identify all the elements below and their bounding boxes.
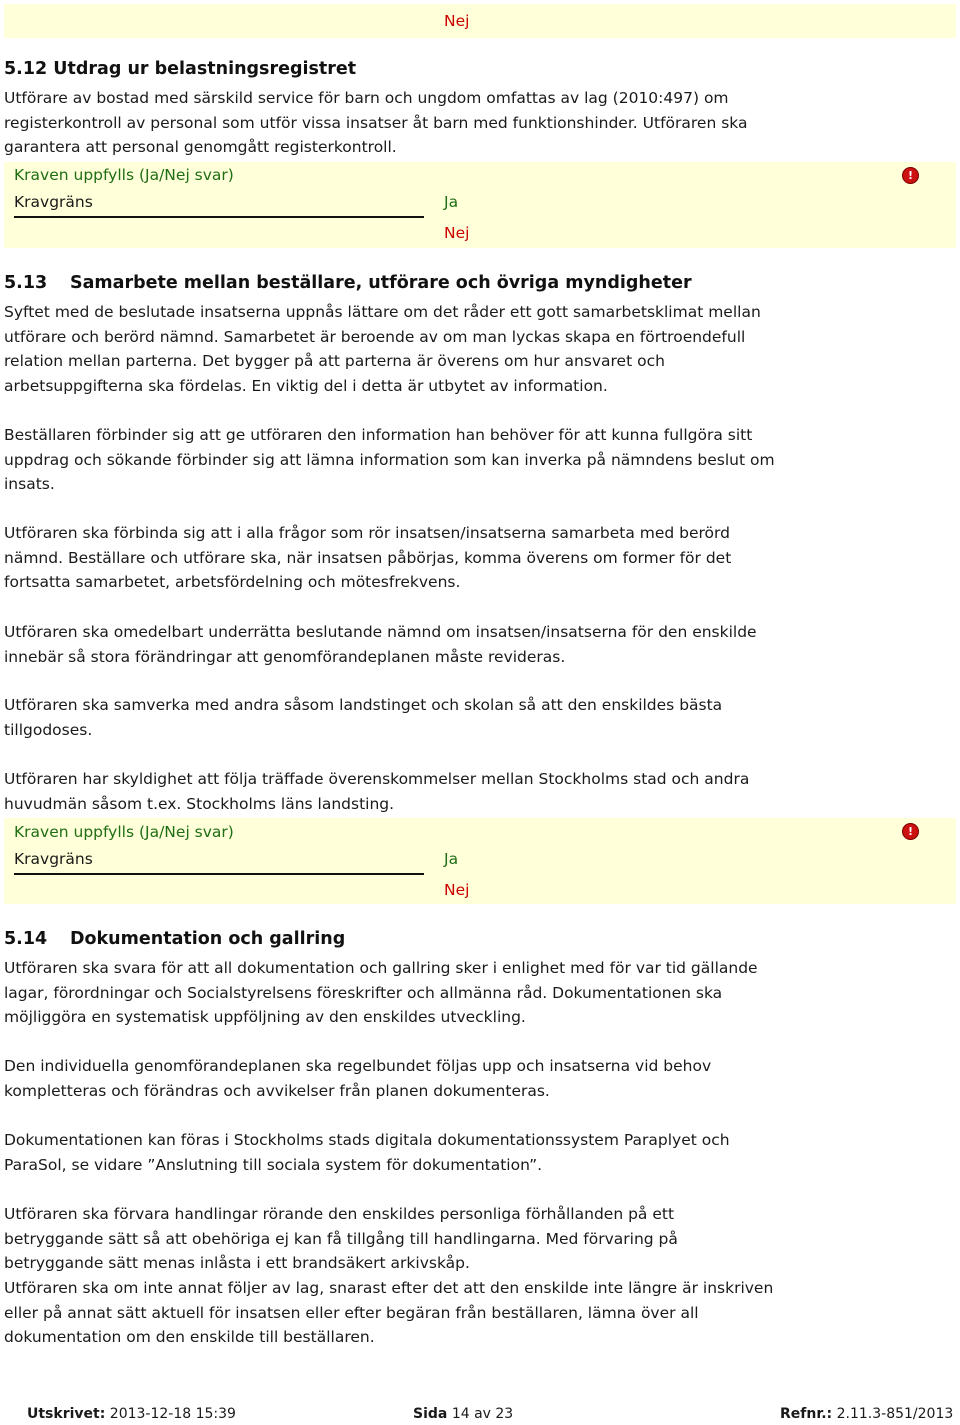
footer-page-value: 14 av 23 (451, 1406, 514, 1422)
section-5-13-requirement-label: Kraven uppfylls (Ja/Nej svar) (14, 823, 234, 841)
section-5-13-paragraph-2: Beställaren förbinder sig att ge utföraren den information han behöver för att kunna fullgöra sitt uppdrag och sökande förbinder sig att lämna information som kan inverka på nämndens beslut om insats. (4, 426, 775, 493)
section-5-13-paragraph-1: Syftet med de beslutade insatserna uppnås lättare om det råder ett gott samarbetsklimat mellan utförare och berörd nämnd. Samarbetet är beroende av om man lyckas skapa en förtroendefull relation mellan parterna. Det bygger på att parterna är överens om hur ansvaret och arbetsuppgifterna ska fördelas. En viktig del i detta är utbytet av information. (4, 303, 761, 395)
section-5-14-paragraph-5: Utföraren ska om inte annat följer av lag, snarast efter det att den enskilde inte längre är inskriven eller på annat sätt aktuell för insatsen eller efter begäran från beställaren, lämna över all dokumentation om den enskilde till beställaren. (4, 1279, 774, 1346)
footer-printed (27, 1406, 236, 1422)
section-5-13-heading (4, 273, 692, 293)
section-5-13-number: 5.13 (4, 273, 48, 293)
section-5-13-paragraph-5: Utföraren ska samverka med andra såsom landstinget och skolan så att den enskildes bästa tillgodoses. (4, 696, 723, 739)
warning-icon: ! (902, 823, 919, 840)
warning-icon: ! (902, 167, 919, 184)
section-5-14-heading (4, 929, 345, 949)
footer-ref (780, 1406, 953, 1422)
section-5-12-kravgrans-label: Kravgräns (14, 193, 93, 211)
section-5-13-answer-no[interactable]: Nej (444, 881, 470, 899)
footer-printed-label: Utskrivet: (27, 1406, 106, 1422)
section-5-13-title: Samarbete mellan beställare, utförare och övriga myndigheter (70, 273, 692, 293)
footer-ref-value: 2.11.3-851/2013 (836, 1406, 954, 1422)
section-5-14-paragraph-4: Utföraren ska förvara handlingar rörande den enskildes personliga förhållanden på ett betryggande sätt så att obehöriga ej kan få tillgång till handlingarna. Med förvaring på betryggande sätt menas inlåsta i ett brandsäkert arkivskåp. (4, 1205, 678, 1272)
section-5-14-title: Dokumentation och gallring (70, 929, 346, 949)
section-5-13-paragraph-4: Utföraren ska omedelbart underrätta beslutande nämnd om insatsen/insatserna för den enskilde innebär så stora förändringar att genomförandeplanen måste revideras. (4, 623, 757, 666)
section-5-12-heading (4, 59, 356, 79)
section-5-12-answer-no[interactable]: Nej (444, 224, 470, 242)
section-5-12-number: 5.12 (4, 59, 48, 79)
section-5-12-paragraph: Utförare av bostad med särskild service för barn och ungdom omfattas av lag (2010:497) om registerkontroll av personal som utför vissa insatser åt barn med funktionshinder. Utföraren ska garantera att personal genomgått registerkontroll. (4, 89, 748, 156)
section-5-13-kravgrans-line (14, 873, 424, 875)
section-5-13-paragraph-6: Utföraren har skyldighet att följa träffade överenskommelser mellan Stockholms stad och andra huvudmän såsom t.ex. Stockholms läns landsting. (4, 770, 750, 813)
section-5-14-number: 5.14 (4, 929, 48, 949)
footer-ref-label: Refnr.: (780, 1406, 833, 1422)
section-5-12-kravgrans-line (14, 216, 424, 218)
footer-printed-value: 2013-12-18 15:39 (109, 1406, 236, 1422)
footer-page-label: Sida (413, 1406, 448, 1422)
section-5-12-requirement-label: Kraven uppfylls (Ja/Nej svar) (14, 166, 234, 184)
section-5-14-paragraph-1: Utföraren ska svara för att all dokumentation och gallring sker i enlighet med för var tid gällande lagar, förordningar och Socialstyrelsens föreskrifter och allmänna råd. Dokumentationen ska möjliggöra en systematisk uppföljning av den enskildes utveckling. (4, 959, 758, 1026)
section-5-13-answer-yes[interactable]: Ja (444, 850, 459, 868)
section-5-14-paragraph-2: Den individuella genomförandeplanen ska regelbundet följas upp och insatserna vid behov kompletteras och förändras och avvikelser från planen dokumenteras. (4, 1057, 712, 1100)
footer-page (413, 1406, 513, 1422)
section-5-14-paragraph-3: Dokumentationen kan föras i Stockholms stads digitala dokumentationssystem Paraplyet och ParaSol, se vidare ”Anslutning till sociala system för dokumentation”. (4, 1131, 730, 1174)
section-5-12-title: Utdrag ur belastningsregistret (53, 59, 357, 79)
section-5-13-paragraph-3: Utföraren ska förbinda sig att i alla frågor som rör insatsen/insatserna samarbeta med berörd nämnd. Beställare och utförare ska, när insatsen påbörjas, komma överens om former för det fortsatta samarbetet, arbetsfördelning och mötesfrekvens. (4, 524, 732, 591)
top-answer-band (4, 4, 956, 38)
section-5-13-kravgrans-label: Kravgräns (14, 850, 93, 868)
top-answer-no: Nej (444, 12, 470, 30)
section-5-12-answer-yes[interactable]: Ja (444, 193, 459, 211)
